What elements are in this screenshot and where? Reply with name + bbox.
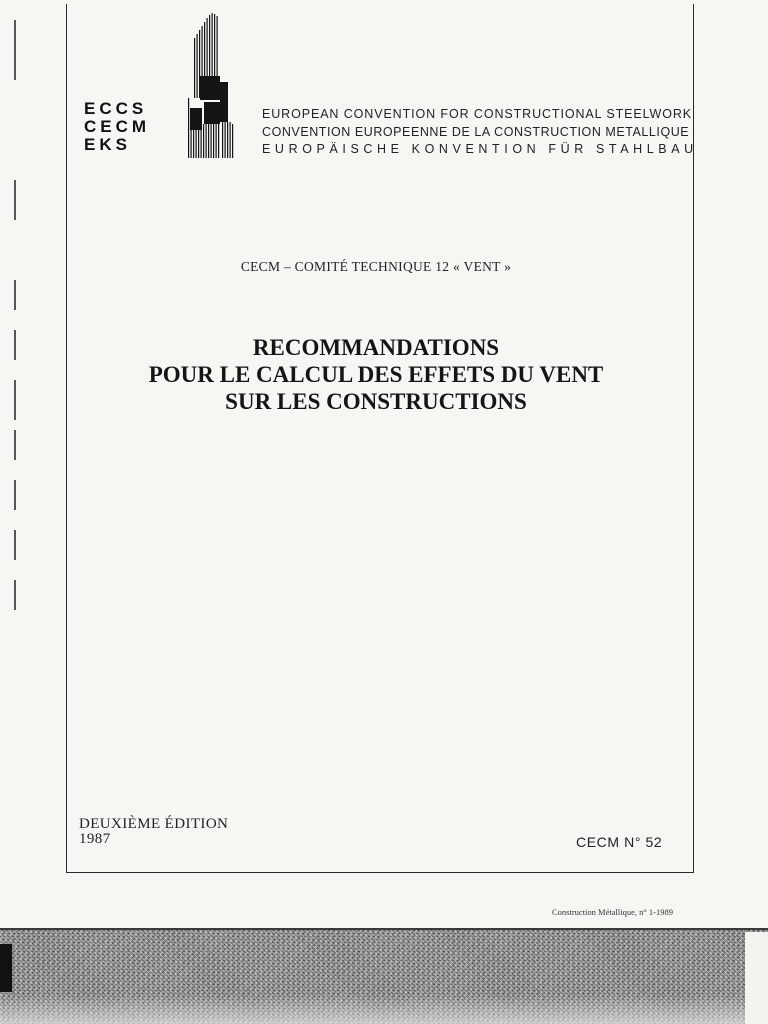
logo-line-eks: EKS	[84, 135, 131, 154]
binding-mark	[14, 430, 16, 460]
logo-acronyms	[84, 100, 150, 154]
title-line-2: POUR LE CALCUL DES EFFETS DU VENT	[148, 362, 604, 387]
edition-year: 1987	[79, 831, 111, 847]
binding-mark	[14, 530, 16, 560]
organization-name-english: EUROPEAN CONVENTION FOR CONSTRUCTIONAL STEELWORK	[262, 107, 693, 121]
organization-name-french: CONVENTION EUROPEENNE DE LA CONSTRUCTION METALLIQUE	[262, 124, 690, 139]
logo-line-eccs: ECCS	[84, 99, 148, 118]
edition-label: DEUXIÈME ÉDITION	[79, 816, 229, 832]
steel-tower-logo-icon	[186, 12, 234, 158]
logo-line-cecm: CECM	[84, 117, 151, 136]
document-title	[0, 334, 768, 415]
organization-names	[262, 106, 698, 159]
binding-mark	[14, 20, 16, 80]
binding-mark	[14, 580, 16, 610]
edition-info	[79, 817, 228, 847]
publication-footnote: Construction Métallique, n° 1-1989	[552, 907, 673, 917]
scan-noise-fade	[0, 995, 768, 1024]
binding-mark	[14, 180, 16, 220]
series-number: CECM N° 52	[576, 834, 663, 850]
title-line-1: RECOMMANDATIONS	[252, 335, 500, 360]
scan-margin-right	[745, 932, 768, 1024]
binding-mark	[14, 280, 16, 310]
binding-mark	[14, 480, 16, 510]
scan-binding-edge	[0, 944, 12, 992]
title-line-3: SUR LES CONSTRUCTIONS	[225, 389, 527, 414]
organization-name-german: EUROPÄISCHE KONVENTION FÜR STAHLBAU	[262, 142, 698, 156]
committee-heading: CECM – COMITÉ TECHNIQUE 12 « VENT »	[240, 259, 512, 274]
